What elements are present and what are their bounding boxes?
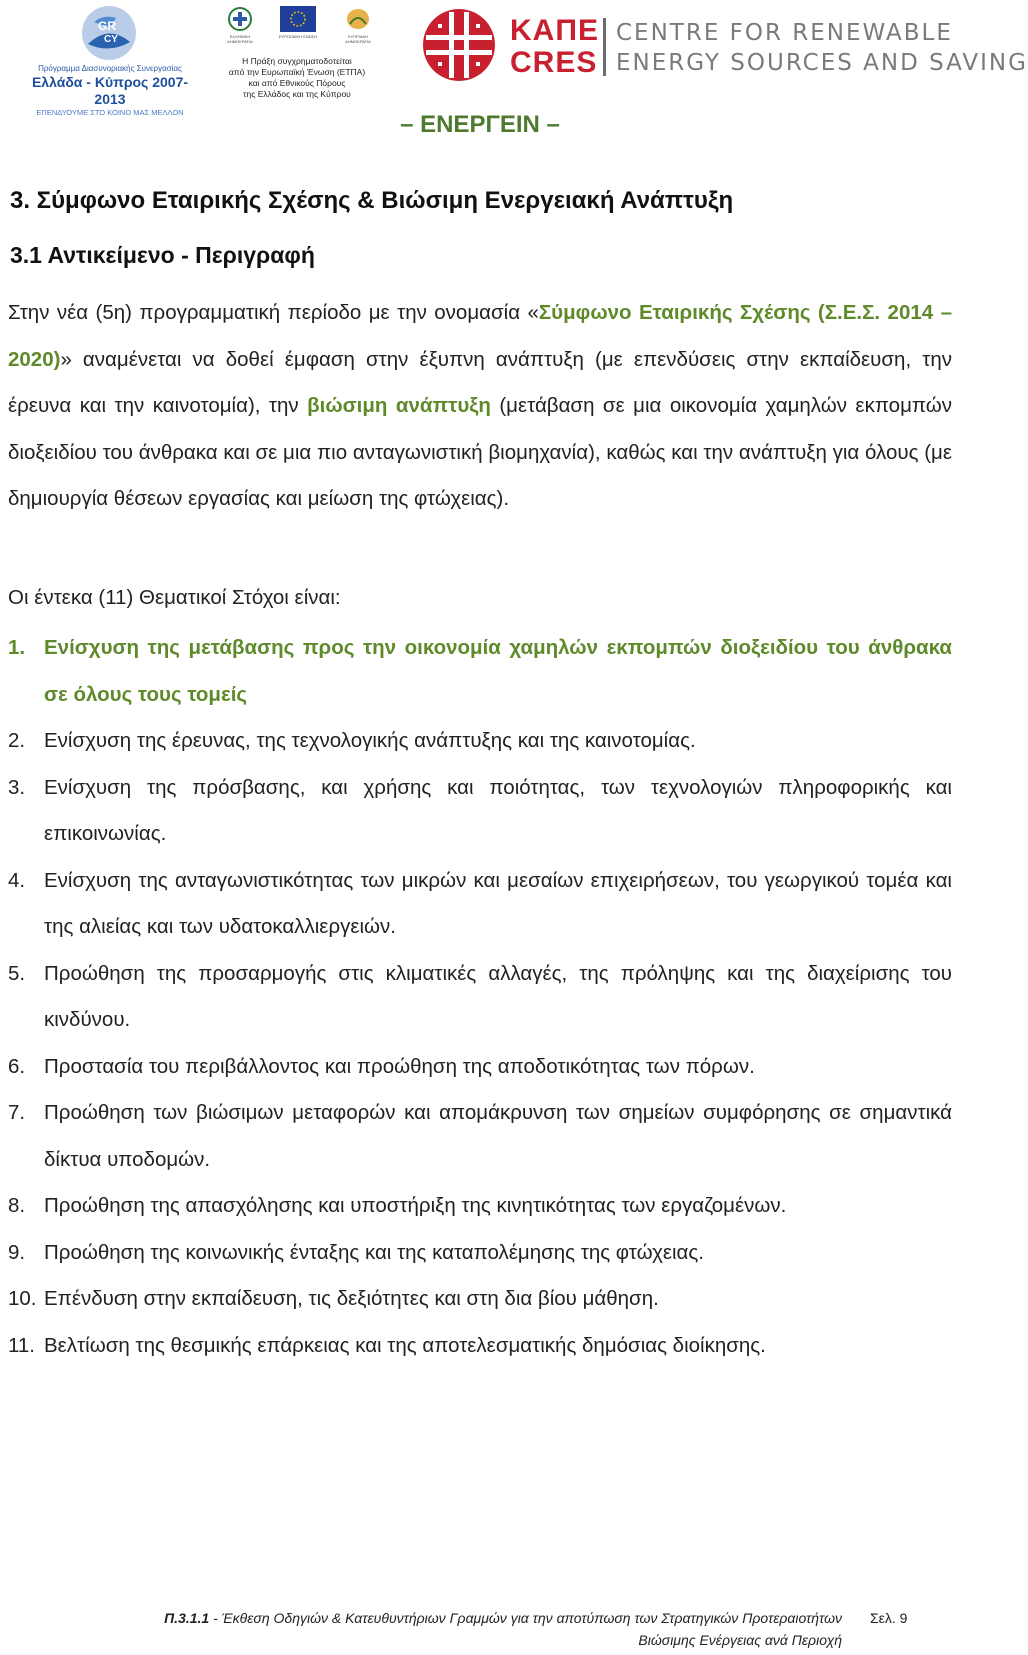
goal-number: 2. xyxy=(8,729,26,752)
program-line-1: Πρόγραμμα Διασυνοριακής Συνεργασίας xyxy=(38,64,182,73)
goal-text: Ενίσχυση της ανταγωνιστικότητας των μικρών και μεσαίων επιχειρήσεων, του γεωργικού τομέα και της αλιείας και των υδατοκαλλιεργειών. xyxy=(44,868,952,938)
cres-name-line-1: CENTRE FOR RENEWABLE xyxy=(616,20,953,46)
goal-number: 9. xyxy=(8,1240,26,1264)
goal-number: 8. xyxy=(8,1194,26,1217)
footer-doc-code: Π.3.1.1 xyxy=(164,1610,210,1626)
goal-number: 1. xyxy=(8,636,26,659)
flag-caption-3: ΚΥΠΡΙΑΚΗ ΔΗΜΟΚΡΑΤΙΑ xyxy=(345,34,371,44)
goal-text: Προστασία του περιβάλλοντος και προώθηση της αποδοτικότητας των πόρων. xyxy=(44,1054,755,1078)
list-item xyxy=(8,718,952,765)
para-text-c: (μετάβαση σε μια οικονομία χαμηλών εκπομπών διοξειδίου του άνθρακα και σε μια πιο ανταγωνιστική βιομηχανία), καθώς και την ανάπτυξη για όλους (με δημιουργία θέσεων εργασίας και μείωση της φτώχειας). xyxy=(8,394,952,510)
para-text-b: » αναμένεται να δοθεί έμφαση στην έξυπνη ανάπτυξη (με επενδύσεις στην εκπαίδευση, την έρευνα και την καινοτομία), την xyxy=(8,347,952,417)
goal-number: 3. xyxy=(8,775,26,799)
footer-doc-title: - Έκθεση Οδηγιών & Κατευθυντήριων Γραμμών για την αποτύπωση των Στρατηγικών Προτεραιοτήτων xyxy=(209,1610,842,1626)
cofunding-line-3: και από Εθνικούς Πόρους xyxy=(248,78,346,88)
section-heading: 3. Σύμφωνο Εταιρικής Σχέσης & Βιώσιμη Ενεργειακή Ανάπτυξη xyxy=(10,187,734,214)
goal-number: 10. xyxy=(8,1287,37,1310)
page-footer xyxy=(0,1607,960,1655)
cres-divider xyxy=(603,18,606,76)
goal-text: Προώθηση των βιώσιμων μεταφορών και απομάκρυνση των σημείων συμφόρησης σε σημαντικά δίκτυα υποδομών. xyxy=(44,1101,952,1171)
goal-number: 7. xyxy=(8,1101,26,1124)
intro-paragraph xyxy=(8,290,952,523)
goal-text: Προώθηση της απασχόλησης και υποστήριξη της κινητικότητας των εργαζομένων. xyxy=(44,1194,787,1217)
document-title: – ΕΝΕΡΓΕΙΝ – xyxy=(400,111,560,138)
list-item xyxy=(8,1090,952,1183)
cofunding-logo xyxy=(222,4,392,110)
page-header xyxy=(0,0,1028,118)
thematic-goals-list xyxy=(8,625,952,1369)
goal-number: 6. xyxy=(8,1054,26,1078)
footer-line-1 xyxy=(12,1607,842,1629)
list-item xyxy=(8,625,952,718)
cres-wordmark: CRES xyxy=(510,46,598,79)
cofunding-text xyxy=(222,56,372,100)
goals-intro: Οι έντεκα (11) Θεματικοί Στόχοι είναι: xyxy=(8,586,341,609)
greek-emblem-icon xyxy=(222,6,258,32)
flag-caption-1: ΕΛΛΗΝΙΚΗ ΔΗΜΟΚΡΑΤΙΑ xyxy=(227,34,253,44)
cres-name-line-2: ENERGY SOURCES AND SAVING xyxy=(616,50,1028,76)
goal-text: Ενίσχυση της πρόσβασης, και χρήσης και ποιότητας, των τεχνολογιών πληροφορικής και επικοινωνίας. xyxy=(44,775,952,845)
para-highlight-partnership: Σύμφωνο Εταιρικής Σχέσης (Σ.Ε.Σ. 2014 – 2020) xyxy=(8,301,952,371)
list-item xyxy=(8,1276,952,1323)
kape-wordmark: ΚΑΠΕ xyxy=(510,14,600,47)
cyprus-emblem-icon xyxy=(340,6,376,32)
para-text-a: Στην νέα (5η) προγραμματική περίοδο με την ονομασία « xyxy=(8,301,539,324)
para-highlight-sustainable: βιώσιμη ανάπτυξη xyxy=(307,394,491,417)
goal-text: Επένδυση στην εκπαίδευση, τις δεξιότητες και στη δια βίου μάθηση. xyxy=(44,1287,659,1310)
eu-flag-icon xyxy=(280,6,316,32)
gr-cy-badge-icon xyxy=(80,4,138,62)
list-item xyxy=(8,858,952,951)
goal-text: Ενίσχυση της έρευνας, της τεχνολογικής ανάπτυξης και της καινοτομίας. xyxy=(44,729,696,752)
flag-caption-2: ΕΥΡΩΠΑΪΚΗ ΕΝΩΣΗ xyxy=(278,34,318,39)
cres-mark-icon xyxy=(420,6,498,84)
list-item xyxy=(8,765,952,858)
list-item xyxy=(8,1230,952,1277)
goal-text: Βελτίωση της θεσμικής επάρκειας και της αποτελεσματικής δημόσιας διοίκησης. xyxy=(44,1333,766,1357)
subsection-heading: 3.1 Αντικείμενο - Περιγραφή xyxy=(10,242,315,268)
list-item xyxy=(8,951,952,1044)
goal-number: 5. xyxy=(8,961,26,985)
cofunding-line-2: από την Ευρωπαϊκή Ένωση (ΕΤΠΑ) xyxy=(228,67,366,77)
program-line-2: Ελλάδα - Κύπρος 2007-2013 xyxy=(31,74,189,107)
list-item xyxy=(8,1044,952,1091)
goal-text: Προώθηση της προσαρμογής στις κλιματικές αλλαγές, της πρόληψης και της διαχείρισης του κινδύνου. xyxy=(44,961,952,1031)
goal-number: 11. xyxy=(8,1333,35,1357)
goal-text: Προώθηση της κοινωνικής ένταξης και της καταπολέμησης της φτώχειας. xyxy=(44,1240,704,1264)
cofunding-line-4: της Ελλάδος και της Κύπρου xyxy=(243,89,351,99)
cres-logo xyxy=(420,6,1028,88)
footer-line-2: Βιώσιμης Ενέργειας ανά Περιοχή xyxy=(638,1632,842,1648)
svg-text:GR: GR xyxy=(98,19,116,33)
cofunding-line-1: Η Πράξη συγχρηματοδοτείται xyxy=(242,56,352,66)
goal-number: 4. xyxy=(8,868,26,892)
page-number: Σελ. 9 xyxy=(870,1610,908,1626)
goal-text: Ενίσχυση της μετάβασης προς την οικονομία χαμηλών εκπομπών διοξειδίου του άνθρακα σε όλους τους τομείς xyxy=(44,636,952,706)
svg-text:CY: CY xyxy=(104,34,118,45)
flags-row xyxy=(222,4,392,44)
greece-cyprus-program-logo xyxy=(20,4,200,117)
list-item xyxy=(8,1183,952,1230)
list-item xyxy=(8,1323,952,1370)
program-line-3: ΕΠΕΝΔΥΟΥΜΕ ΣΤΟ ΚΟΙΝΟ ΜΑΣ ΜΕΛΛΟΝ xyxy=(36,108,184,117)
